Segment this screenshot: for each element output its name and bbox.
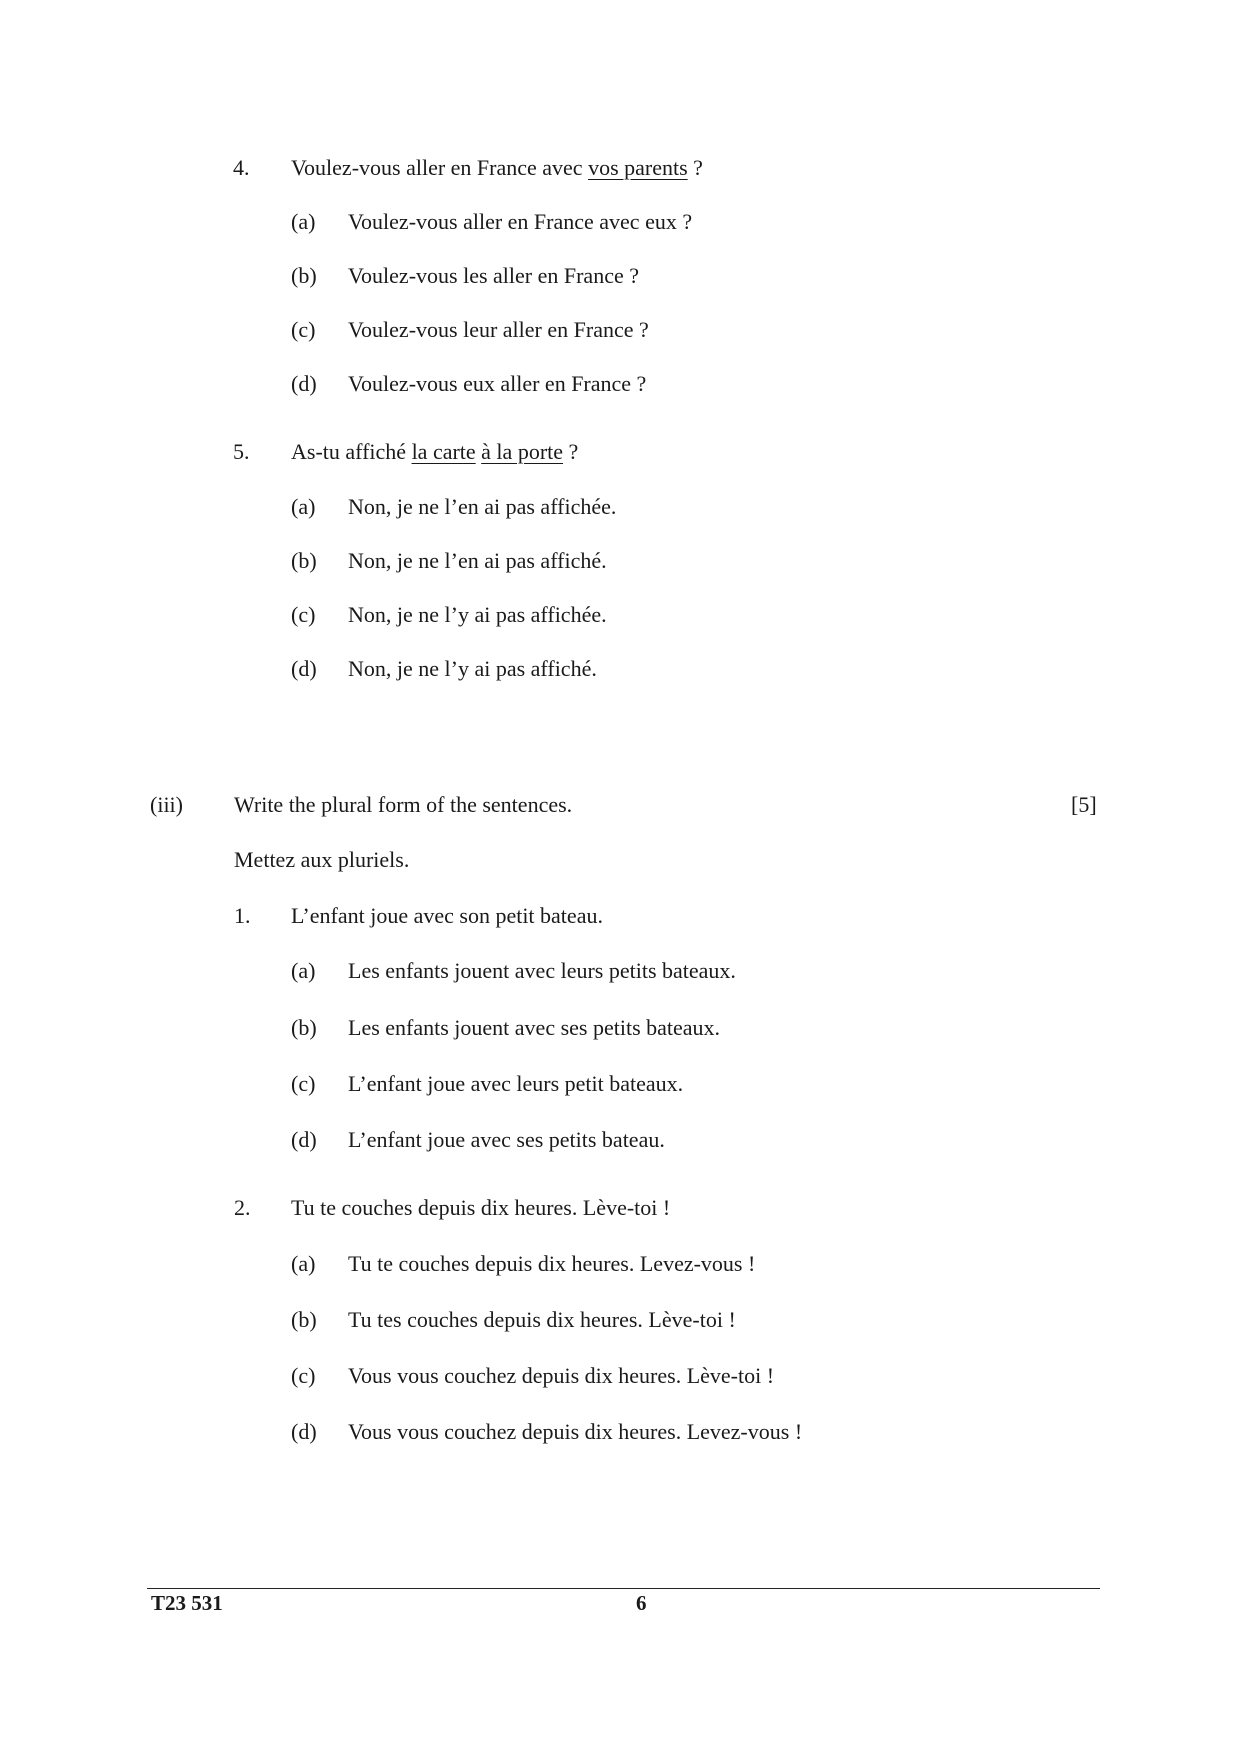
q4-option-d-label: (d) xyxy=(291,371,317,396)
q5-option-b-text: Non, je ne l’en ai pas affiché. xyxy=(348,548,607,573)
q4-option-a-label: (a) xyxy=(291,209,316,234)
s3-q1-option-d-label: (d) xyxy=(291,1127,317,1152)
q5-option-b-label: (b) xyxy=(291,548,317,573)
s3-q2-option-b-text: Tu tes couches depuis dix heures. Lève-toi ! xyxy=(348,1307,736,1332)
s3-q2-option-c-label: (c) xyxy=(291,1363,316,1388)
s3-q2-number: 2. xyxy=(234,1195,251,1220)
section-iii-marks: [5] xyxy=(1071,792,1097,817)
footer-divider xyxy=(147,1588,1100,1589)
q4-stem xyxy=(291,157,703,179)
s3-q1-stem: L’enfant joue avec son petit bateau. xyxy=(291,903,603,928)
s3-q2-option-d-label: (d) xyxy=(291,1419,317,1444)
q4-stem-after: ? xyxy=(687,155,703,180)
q5-option-d-text: Non, je ne l’y ai pas affiché. xyxy=(348,656,597,681)
section-iii-instruction: Write the plural form of the sentences. xyxy=(234,792,573,817)
s3-q1-option-c-label: (c) xyxy=(291,1071,316,1096)
q5-option-c-label: (c) xyxy=(291,602,316,627)
s3-q1-option-a-text: Les enfants jouent avec leurs petits bateaux. xyxy=(348,958,736,983)
s3-q2-option-a-label: (a) xyxy=(291,1251,316,1276)
q4-option-b-text: Voulez-vous les aller en France ? xyxy=(348,263,639,288)
footer-page-number: 6 xyxy=(636,1591,647,1615)
footer-code: T23 531 xyxy=(151,1591,223,1615)
s3-q1-option-d-text: L’enfant joue avec ses petits bateau. xyxy=(348,1127,665,1152)
q5-option-c-text: Non, je ne l’y ai pas affichée. xyxy=(348,602,607,627)
q4-option-b-label: (b) xyxy=(291,263,317,288)
s3-q1-option-a-label: (a) xyxy=(291,958,316,983)
q5-number: 5. xyxy=(233,439,250,464)
section-iii-label: (iii) xyxy=(150,792,183,817)
q4-option-c-label: (c) xyxy=(291,317,316,342)
q4-option-a-text: Voulez-vous aller en France avec eux ? xyxy=(348,209,693,234)
s3-q2-stem: Tu te couches depuis dix heures. Lève-toi ! xyxy=(291,1195,671,1220)
q5-stem-underlined-1: la carte xyxy=(411,439,476,464)
s3-q1-option-b-text: Les enfants jouent avec ses petits bateaux. xyxy=(348,1015,721,1040)
s3-q2-option-c-text: Vous vous couchez depuis dix heures. Lève-toi ! xyxy=(348,1363,775,1388)
q5-option-a-label: (a) xyxy=(291,494,316,519)
q5-stem xyxy=(291,441,578,463)
s3-q2-option-b-label: (b) xyxy=(291,1307,317,1332)
s3-q1-option-c-text: L’enfant joue avec leurs petit bateaux. xyxy=(348,1071,684,1096)
q4-option-c-text: Voulez-vous leur aller en France ? xyxy=(348,317,649,342)
section-iii-instruction-fr: Mettez aux pluriels. xyxy=(234,847,410,872)
s3-q1-option-b-label: (b) xyxy=(291,1015,317,1040)
q5-stem-after: ? xyxy=(563,439,579,464)
q5-stem-underlined-2: à la porte xyxy=(481,439,564,464)
s3-q2-option-d-text: Vous vous couchez depuis dix heures. Levez-vous ! xyxy=(348,1419,803,1444)
q4-stem-underlined: vos parents xyxy=(588,155,688,180)
q5-stem-before: As-tu affiché xyxy=(291,439,412,464)
q4-stem-before: Voulez-vous aller en France avec xyxy=(291,155,589,180)
q4-number: 4. xyxy=(233,155,250,180)
s3-q2-option-a-text: Tu te couches depuis dix heures. Levez-vous ! xyxy=(348,1251,756,1276)
q5-option-d-label: (d) xyxy=(291,656,317,681)
q4-option-d-text: Voulez-vous eux aller en France ? xyxy=(348,371,647,396)
s3-q1-number: 1. xyxy=(234,903,251,928)
q5-option-a-text: Non, je ne l’en ai pas affichée. xyxy=(348,494,617,519)
